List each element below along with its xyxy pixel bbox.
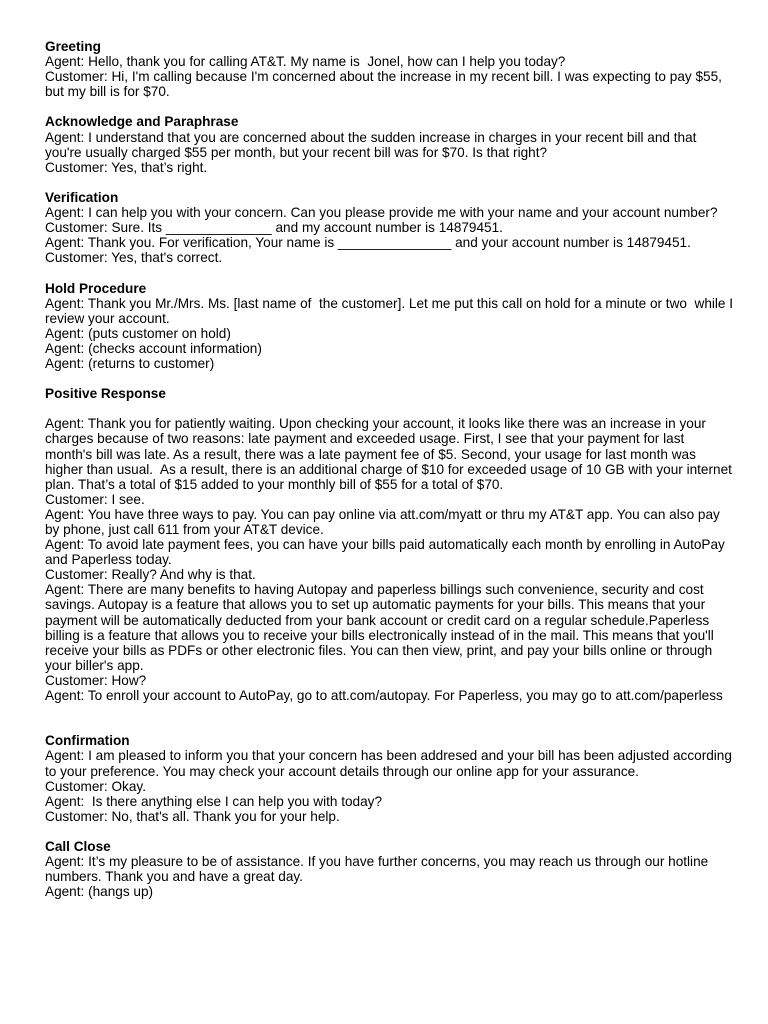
section-greeting bbox=[45, 39, 735, 99]
dialogue-line: Customer: Hi, I'm calling because I'm concerned about the increase in my recent bill. I was expecting to pay $55, but my bill is for $70. bbox=[45, 69, 726, 100]
dialogue-line: Customer: Okay. bbox=[45, 778, 146, 794]
document-page bbox=[45, 39, 735, 914]
dialogue-line: Agent: Thank you for patiently waiting. Upon checking your account, it looks like there was an increase in your charges because of two reasons: late payment and exceeded usage. First, I see that your payment for last month's bill was late. As a result, there was a late payment fee of $5. Second, your usage for last month was higher than usual. As a result, there is an additional charge of $10 for exceeded usage of 10 GB with your internet plan. That’s a total of $15 added to your monthly bill of $55 for a total of $70. bbox=[45, 416, 736, 492]
section-heading: Greeting bbox=[45, 39, 101, 54]
section-heading: Positive Response bbox=[45, 386, 166, 402]
dialogue-line: Agent: You have three ways to pay. You can pay online via att.com/myatt or thru my AT&T app. You can also pay by phone, just call 611 from your AT&T device. bbox=[45, 506, 724, 537]
dialogue-line: Agent: (hangs up) bbox=[45, 884, 154, 900]
section-acknowledge-paraphrase bbox=[45, 114, 735, 174]
section-heading: Hold Procedure bbox=[45, 280, 147, 296]
dialogue-line: Agent: Is there anything else I can help you with today? bbox=[45, 793, 383, 809]
section-heading: Verification bbox=[45, 189, 119, 205]
dialogue-line: Customer: No, that's all. Thank you for your help. bbox=[45, 808, 340, 824]
section-heading: Confirmation bbox=[45, 733, 130, 749]
dialogue-line: Agent: I am pleased to inform you that your concern has been addresed and your bill has been adjusted according to your preference. You may check your account details through our online app for your assurance. bbox=[45, 748, 736, 779]
section-hold-procedure bbox=[45, 281, 735, 372]
dialogue-line: Agent: To enroll your account to AutoPay, go to att.com/autopay. For Paperless, you may go to att.com/paperless bbox=[45, 688, 723, 704]
dialogue-line: Agent: (checks account information) bbox=[45, 340, 262, 356]
dialogue-line: Customer: Yes, that’s right. bbox=[45, 159, 208, 175]
dialogue-line: Customer: How? bbox=[45, 672, 147, 688]
section-verification bbox=[45, 190, 735, 265]
dialogue-line: Agent: I understand that you are concerned about the sudden increase in charges in your recent bill and that you're usually charged $55 per month, but your recent bill was for $70. Is that right? bbox=[45, 129, 701, 160]
section-call-close bbox=[45, 839, 735, 899]
section-positive-response bbox=[45, 386, 735, 703]
dialogue-line: Agent: Thank you Mr./Mrs. Ms. [last name of the customer]. Let me put this call on hold for a minute or two while I review your account. bbox=[45, 295, 737, 326]
dialogue-line: Agent: It’s my pleasure to be of assistance. If you have further concerns, you may reach us through our hotline numbers. Thank you and have a great day. bbox=[45, 854, 712, 885]
section-confirmation bbox=[45, 733, 735, 824]
dialogue-line: Agent: (puts customer on hold) bbox=[45, 325, 231, 341]
section-heading: Acknowledge and Paraphrase bbox=[45, 114, 239, 130]
dialogue-line: Agent: Hello, thank you for calling AT&T. My name is Jonel, how can I help you today? bbox=[45, 54, 566, 70]
dialogue-line: Customer: Yes, that's correct. bbox=[45, 250, 223, 266]
dialogue-line: Customer: I see. bbox=[45, 491, 145, 507]
dialogue-line: Customer: Really? And why is that. bbox=[45, 567, 256, 583]
dialogue-line: Agent: (returns to customer) bbox=[45, 355, 215, 371]
dialogue-line: Customer: Sure. Its ______________ and my account number is 14879451. bbox=[45, 220, 503, 236]
dialogue-line: Agent: There are many benefits to having Autopay and paperless billings such convenience, security and cost savings. Autopay is a feature that allows you to set up automatic payments for your bills. This means that your payment will be automatically deducted from your bank account or credit card on a regular schedule.Paperless billing is a feature that allows you to receive your bills electronically instead of in the mail. This means that you'll receive your bills as PDFs or other electronic files. You can then view, print, and pay your bills online or through your biller's app. bbox=[45, 582, 718, 673]
dialogue-line: Agent: To avoid late payment fees, you can have your bills paid automatically each month by enrolling in AutoPay and Paperless today. bbox=[45, 537, 729, 568]
dialogue-line: Agent: Thank you. For verification, Your name is _______________ and your account number is 14879451. bbox=[45, 235, 691, 251]
section-heading: Call Close bbox=[45, 838, 111, 854]
dialogue-line: Agent: I can help you with your concern. Can you please provide me with your name and your account number? bbox=[45, 205, 718, 221]
